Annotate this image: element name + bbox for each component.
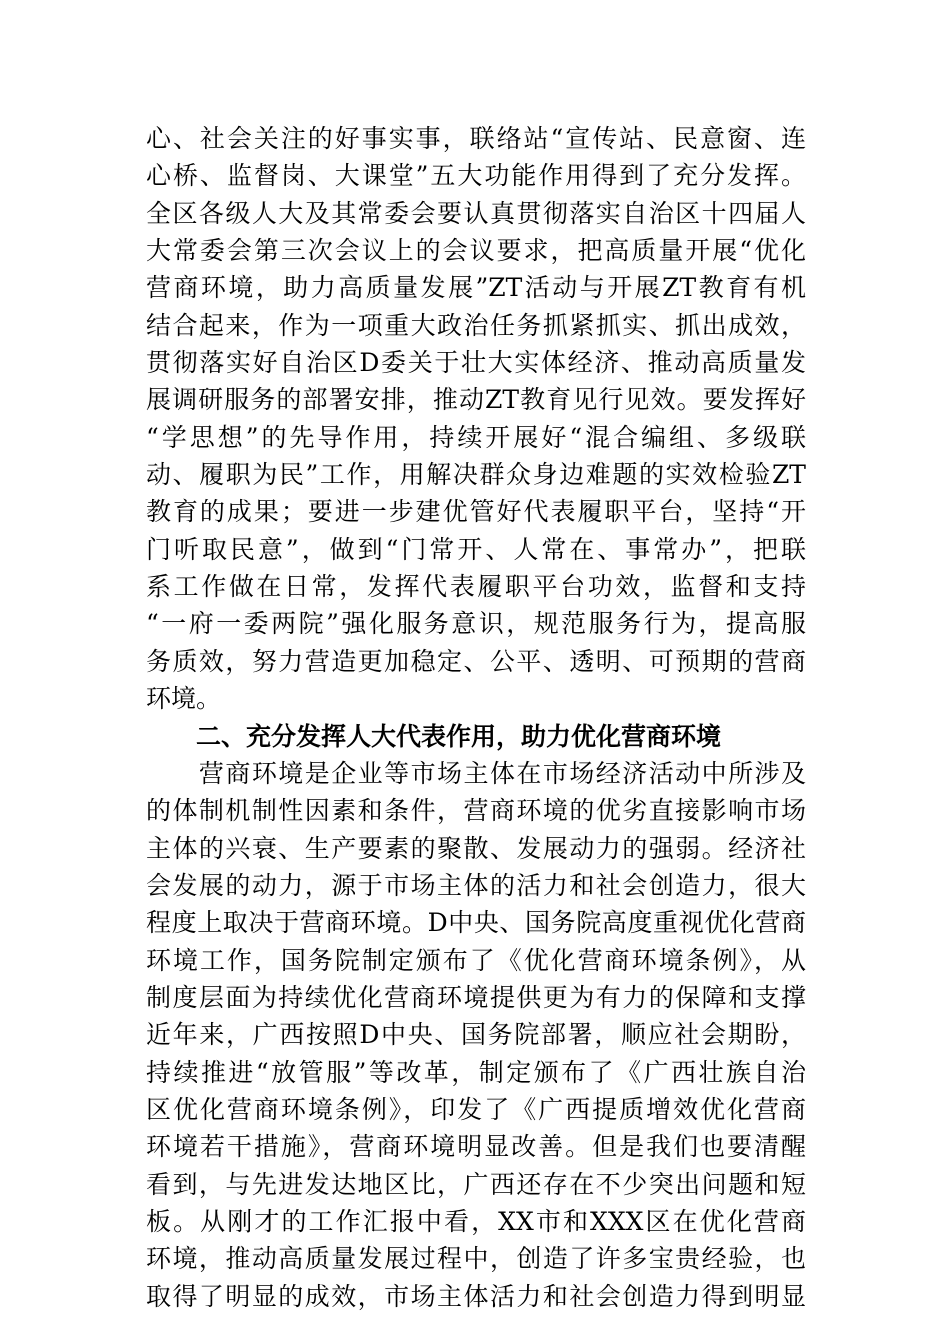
text-line: 展调研服务的部署安排，推动ZT教育见行见效。要发挥好 [146, 385, 806, 415]
text-line: 全区各级人大及其常委会要认真贯彻落实自治区十四届人 [146, 198, 806, 228]
text-line: 会发展的动力，源于市场主体的活力和社会创造力，很大 [146, 870, 806, 900]
text-line: 制度层面为持续优化营商环境提供更为有力的保障和支撑 [146, 982, 806, 1012]
text-line: 环境工作，国务院制定颁布了《优化营商环境条例》，从 [146, 945, 806, 975]
text-line: 教育的成果；要进一步建优管好代表履职平台，坚持“开 [146, 497, 806, 527]
text-line: 贯彻落实好自治区D委关于壮大实体经济、推动高质量发 [146, 348, 806, 378]
text-line: 近年来，广西按照D中央、国务院部署，顺应社会期盼， [146, 1020, 806, 1050]
text-line: 心桥、监督岗、大课堂”五大功能作用得到了充分发挥。 [146, 161, 806, 191]
text-line: 务质效，努力营造更加稳定、公平、透明、可预期的营商 [146, 646, 806, 676]
text-line: 持续推进“放管服”等改革，制定颁布了《广西壮族自治 [146, 1057, 806, 1087]
text-line: 环境。 [146, 684, 222, 714]
text-line: “一府一委两院”强化服务意识，规范服务行为，提高服 [146, 609, 806, 639]
text-line: 程度上取决于营商环境。D中央、国务院高度重视优化营商 [146, 908, 806, 938]
text-line: 环境，推动高质量发展过程中，创造了许多宝贵经验，也 [146, 1244, 806, 1274]
text-line: 心、社会关注的好事实事，联络站“宣传站、民意窗、连 [146, 124, 806, 153]
text-line: 动、履职为民”工作，用解决群众身边难题的实效检验ZT [146, 460, 806, 490]
text-line: 大常委会第三次会议上的会议要求，把高质量开展“优化 [146, 236, 806, 266]
text-line: 营商环境，助力高质量发展”ZT活动与开展ZT教育有机 [146, 273, 806, 303]
body-text [146, 120, 806, 1315]
text-line: 结合起来，作为一项重大政治任务抓紧抓实、抓出成效， [146, 310, 806, 340]
text-line: 系工作做在日常，发挥代表履职平台功效，监督和支持 [146, 572, 806, 602]
text-line: 看到，与先进发达地区比，广西还存在不少突出问题和短 [146, 1169, 806, 1199]
text-line: 门听取民意”，做到“门常开、人常在、事常办”，把联 [146, 534, 806, 564]
text-line: 环境若干措施》，营商环境明显改善。但是我们也要清醒 [146, 1132, 806, 1162]
text-line: “学思想”的先导作用，持续开展好“混合编组、多级联 [146, 422, 806, 452]
text-line: 取得了明显的成效，市场主体活力和社会创造力得到明显 [146, 1281, 806, 1311]
text-line: 营商环境是企业等市场主体在市场经济活动中所涉及 [146, 758, 806, 788]
text-line: 板。从刚才的工作汇报中看，XX市和XXX区在优化营商 [146, 1206, 806, 1236]
section-heading: 二、充分发挥人大代表作用，助力优化营商环境 [146, 721, 722, 751]
text-line: 的体制机制性因素和条件，营商环境的优劣直接影响市场 [146, 796, 806, 826]
text-line: 主体的兴衰、生产要素的聚散、发展动力的强弱。经济社 [146, 833, 806, 863]
text-line: 区优化营商环境条例》，印发了《广西提质增效优化营商 [146, 1094, 806, 1124]
